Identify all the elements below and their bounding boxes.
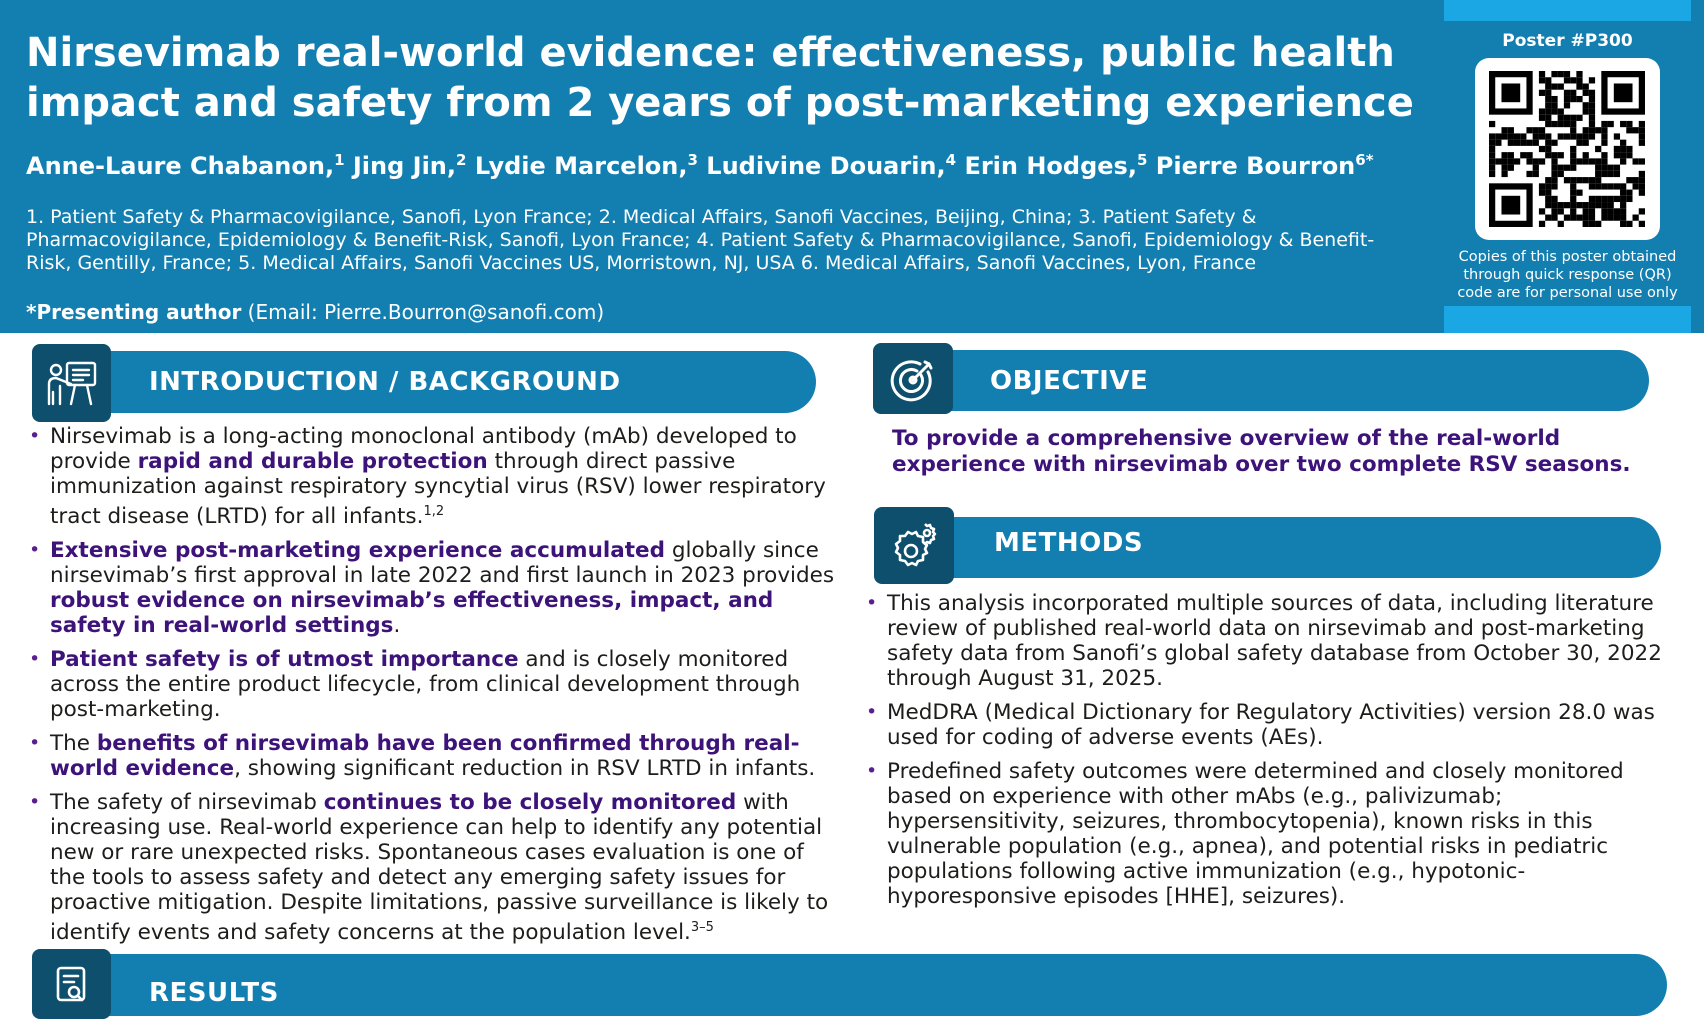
qr-note: Copies of this poster obtained through quick response (QR) code are for personal use only [1457, 249, 1678, 301]
bullet-text: The safety of nirsevimab [50, 790, 324, 816]
presenting-author-email: (Email: Pierre.Bourron@sanofi.com) [241, 300, 605, 324]
bullet-text: . [393, 613, 401, 639]
reference-superscript: 1,2 [423, 504, 445, 519]
gears-icon [874, 507, 954, 584]
methods-section-title: METHODS [994, 528, 1144, 558]
author-affiliation-number: 5 [1136, 151, 1148, 169]
objective-text: To provide a comprehensive overview of the real-world experience with nirsevimab over two complete RSV seasons. [892, 426, 1631, 477]
presenting-author-label: *Presenting author [26, 300, 242, 324]
qr-panel-top-strip [1444, 0, 1691, 21]
qr-code[interactable] [1475, 58, 1660, 240]
author-affiliation-number: 4 [945, 151, 957, 169]
author-name: Ludivine Douarin, [706, 152, 946, 180]
bullet-item [863, 591, 1668, 691]
author-name: Jing Jin, [352, 152, 457, 180]
author-affiliation-number: 6* [1355, 151, 1374, 169]
target-icon [873, 343, 953, 414]
highlighted-text: continues to be closely monitored [323, 790, 737, 816]
methods-bullet-list [863, 591, 1668, 918]
objective-section-title: OBJECTIVE [990, 366, 1149, 396]
author-affiliation-number: 3 [687, 151, 698, 169]
bullet-text: with increasing use. Real-world experience can help to identify any potential new or rare unexpected risks. Spontaneous cases evaluation is one of the tools to assess safety and detect any emerging safety issues for proactive mitigation. Despite limitations, passive surveillance is likely to identify events and safety concerns at the population level. [50, 790, 829, 946]
results-section-title: RESULTS [149, 978, 279, 1008]
author-name: Lydie Marcelon, [474, 152, 688, 180]
poster-title: Nirsevimab real-world evidence: effectiveness, public health impact and safety from 2 years of post-marketing experience [26, 30, 1414, 126]
author-affiliation-number: 1 [334, 151, 345, 169]
bullet-text: , showing significant reduction in RSV LRTD in infants. [234, 756, 816, 782]
highlighted-text: robust evidence on nirsevimab’s effectiveness, impact, and safety in real-world settings [50, 588, 774, 639]
intro-bullet-list [26, 424, 836, 954]
results-section-bar [80, 954, 1667, 1016]
bullet-item [863, 700, 1668, 750]
qr-panel [1444, 0, 1691, 333]
presentation-icon [32, 344, 111, 422]
bullet-item [26, 731, 836, 781]
bullet-text: and is closely monitored across the entire product lifecycle, from clinical development through post-marketing. [50, 647, 801, 723]
author-affiliation-number: 2 [456, 151, 467, 169]
qr-panel-bottom-strip [1444, 306, 1691, 333]
report-icon [32, 949, 111, 1019]
bullet-item [26, 424, 836, 529]
bullet-text: globally since nirsevimab’s first approval in late 2022 and first launch in 2023 provides [50, 538, 835, 589]
bullet-item [863, 759, 1668, 909]
author-list [26, 143, 1374, 183]
reference-superscript: 3–5 [690, 920, 714, 936]
highlighted-text: rapid and durable protection [137, 449, 488, 474]
bullet-text: This analysis incorporated multiple sources of data, including literature review of published real-world data on nirsevimab and post-marketing safety data from Sanofi’s global safety database from October 30, 2022 through August 31, 2025. [887, 591, 1662, 691]
bullet-item [26, 538, 836, 638]
bullet-text: MedDRA (Medical Dictionary for Regulatory Activities) version 28.0 was used for coding of adverse events (AEs). [887, 700, 1655, 750]
highlighted-text: benefits of nirsevimab have been confirmed through real-world evidence [50, 731, 800, 782]
qr-code-icon [1489, 71, 1645, 227]
intro-section-title: INTRODUCTION / BACKGROUND [149, 367, 621, 397]
bullet-text: Nirsevimab is a long-acting monoclonal antibody (mAb) developed to provide [50, 424, 797, 474]
presenting-author [26, 299, 604, 325]
author-name: Anne-Laure Chabanon, [26, 152, 335, 180]
highlighted-text: Extensive post-marketing experience accumulated [50, 538, 666, 564]
bullet-item [26, 790, 836, 945]
bullet-text: The [50, 731, 97, 757]
author-name: Pierre Bourron [1155, 152, 1356, 180]
bullet-text: through direct passive immunization against respiratory syncytial virus (RSV) lower respiratory tract disease (LRTD) for all infants. [50, 449, 826, 530]
poster-header [0, 0, 1704, 333]
bullet-item [26, 647, 836, 722]
highlighted-text: Patient safety is of utmost importance [50, 647, 519, 673]
bullet-text: Predefined safety outcomes were determined and closely monitored based on experience with other mAbs (e.g., palivizumab; hypersensitivity, seizures, thrombocytopenia), known risks in this vulnerable population (e.g., apnea), and potential risks in pediatric populations following active immunization (e.g., hypotonic-hyporesponsive episodes [HHE], seizures). [887, 759, 1624, 909]
poster-number: Poster #P300 [1502, 31, 1633, 51]
affiliations: 1. Patient Safety & Pharmacovigilance, Sanofi, Lyon France; 2. Medical Affairs, Sanofi Vaccines, Beijing, China; 3. Patient Safety & Pharmacovigilance, Epidemiology & Benefit-Risk, Sanofi, Lyon France; 4. Patient Safety & Pharmacovigilance, Sanofi, Epidemiology & Benefit-Risk, Gentilly, France; 5. Medical Affairs, Sanofi Vaccines US, Morristown, NJ, USA 6. Medical Affairs, Sanofi Vaccines, Lyon, France [26, 206, 1375, 274]
author-name: Erin Hodges, [964, 152, 1137, 180]
